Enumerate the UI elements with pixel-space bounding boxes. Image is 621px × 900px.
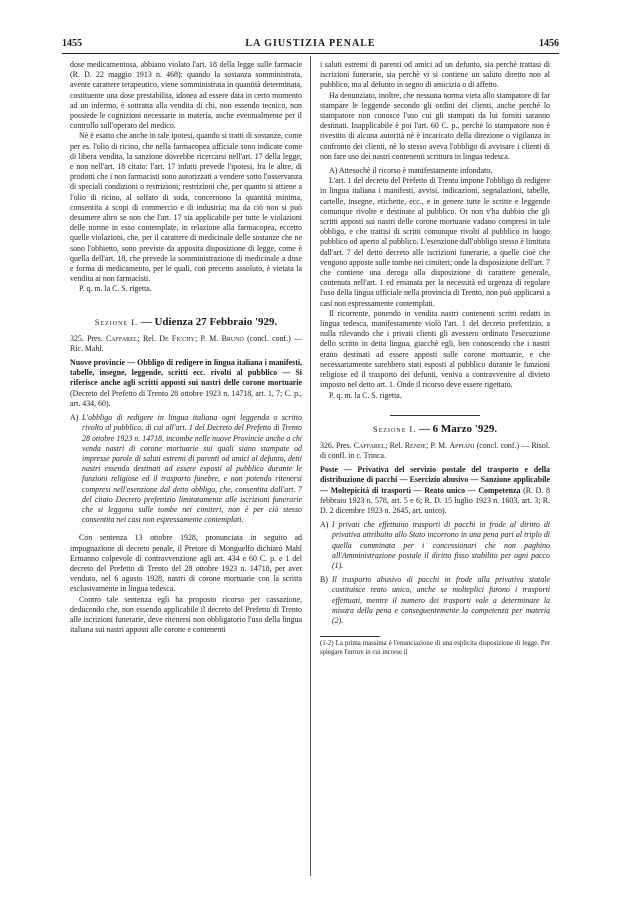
- paragraph: Il ricorrente, ponendo in vendita nastri contenenti scritti redatti in lingua tedesca, manifestamente violò l'art. 1 del decreto prefettizio, a nulla rilevando che i privati clienti gli avessero ordinato l'esecuzione dello scritto in detta lingua, giacchè egli, ben conoscendo che i nastri erano destinati ad essere apposti sulle corone mortuarie, e che necessariamente sarebbero stati esposti al pubblico durante le funzioni religiose ed il trasporto dei defunti, veniva a contravvenire al divieto imposto nel detto art. 1. Onde il ricorso deve essere rigettato.: [320, 308, 550, 390]
- case-rel-label: ; Rel.: [137, 333, 156, 343]
- paragraph: dose medicamentosa, abbiano violato l'art. 18 della legge sulle farmacie (R. D. 22 maggio 1913 n. 468): quando la sostanza somministrata, avente carattere terapeutico, viene somministrata in quantità determinata, costituente una dose prestabilita, idonea ad essere data in certo momento ad un infermo, è sottratta alla vendita di chi, non essendo tecnico, non possiede le cognizioni necessarie in materia, anche eventualmente per il controllo sull'operato del medico.: [70, 60, 302, 131]
- legal-maxim-a: [320, 520, 550, 571]
- maxim-text: Il trasporto abusivo di pacchi in frode alla privativa statale costituisce reato unico, anche se molteplici furono i trasporti effettuati, mentre il numero dei trasporti vale a determinare la misura della pena e conseguentemente la competenza per materia (2).: [332, 575, 550, 625]
- section-label: Sezione I.: [372, 423, 417, 434]
- left-column: [70, 60, 302, 635]
- maxim-text: L'obbligo di redigere in lingua italiana ogni leggenda o scritto rivolto al pubblico, di cui all'art. 1 del Decreto del Prefetto di Trento 28 ottobre 1923 n. 14718, incombe nelle nuove Provincie anche a chi venda nastri di corone mortuarie sui quali siano stampate od impresse parole di saluti estremi di parenti od amici al defunto, detti nastri essendo destinati ad essere esposti al pubblico durante le funzioni religiose ed il trasporto funebre, e non potendo ritenersi compresi nell'esenzione dal detto obbligo, che, consentita dall'art. 7 del citato Decreto prefettizio limitatamente alle iscrizioni funerarie che si leggono sulle tombe nei cimiteri, non è per ciò stesso consentita nei casi non espressamente contemplati.: [82, 413, 302, 525]
- header-rule: [62, 53, 559, 54]
- case-tail: (concl. conf.) — Ric. Mahl.: [70, 333, 302, 353]
- journal-title: LA GIUSTIZIA PENALE: [245, 38, 376, 49]
- hearing-date: — 6 Marzo '929.: [418, 422, 498, 435]
- case-summary: [70, 358, 302, 409]
- page-number-right: 1456: [539, 38, 559, 49]
- paragraph: A) Attesochè il ricorso è manifestamente infondato.: [329, 166, 493, 176]
- footnote: (1-2) La prima massima è l'enunciazione di una esplicita disposizione di legge. Per spiegare l'errore in cui incorse il: [320, 640, 550, 656]
- paragraph: i saluti estremi di parenti od amici ad un defunto, sia perchè trattasi di iscrizioni funerarie, sia perchè vi si contiene un saluto diretto non al pubblico, ma al defunto in segno di amicizia o di affetto.: [320, 60, 550, 90]
- case-pm-label: ; P. M.: [194, 333, 219, 343]
- rapporteur-name: Rende: [404, 440, 427, 450]
- hearing-date: — Udienza 27 Febbraio '929.: [140, 315, 278, 328]
- maxim-letter: B): [320, 575, 328, 585]
- case-header: [70, 334, 302, 354]
- case-number: 326. Pres.: [320, 440, 352, 450]
- case-header: [320, 441, 550, 461]
- maxim-text: I privati che effettuino trasporti di pacchi in frode al diritto di privativa attribuito allo Stato incorrono in una pena pari al triplo di quella comminata per i concessionari che non paghino all'Amministrazione postale il diritto fisso stabilito per ogni pacco (1).: [332, 520, 550, 570]
- ruling-paragraph: P. q. m. la C. S. rigetta.: [329, 390, 402, 400]
- paragraph: Con sentenza 13 ottobre 1928, pronunciata in seguito ad impugnazione di decreto penale, il Pretore di Monguelfo dichiarò Mahl Ermanno colpevole di contravvenzione agli art. 434 e 60 C. p. e 1 del decreto del Prefetto di Trento del 28 ottobre 1923 n. 14718, per aver venduto, nel 6 agosto 1928, nastri di corone mortuarie con la scritta esclusivamente in lingua tedesca.: [70, 533, 302, 594]
- footnote-rule: [320, 636, 380, 637]
- maxim-letter: A): [70, 413, 79, 423]
- legal-maxim: [70, 413, 302, 525]
- page-number-left: 1455: [62, 38, 82, 49]
- president-name: Caffarel: [353, 440, 386, 450]
- section-heading: [320, 422, 550, 437]
- prosecutor-name: Bruno: [221, 333, 244, 343]
- section-rule: [390, 415, 480, 416]
- case-tail: (concl. conf.) — Risol. di confl. in c. Trinca.: [320, 440, 550, 460]
- summary-citation: (Decreto del Prefetto di Trento 28 ottobre 1923 n. 14718, art. 1, 7; C. p., art. 434, 60).: [70, 388, 302, 408]
- case-pm-label: ; P. M.: [426, 440, 448, 450]
- case-number: 325. Pres.: [70, 333, 103, 343]
- section-heading: [70, 315, 302, 330]
- rapporteur-name: De Ficchy: [159, 333, 195, 343]
- paragraph: Ha denunziato, inoltre, che nessuna norma vieta allo stampatore di far stampare le leggende secondo gli ordini dei clienti, anche perchè lo stampatore non conosce l'uso cui gli stampati da lui forniti saranno destinati. Inapplicabile è poi l'art. 60 C. p., perchè lo stampatore non è rivestito di alcuna autorità nè è incaricato della direzione o vigilanza in confronto dei clienti, nè lo stesso aveva l'obbligo di avvisare i clienti di non fare uso dei nastri contenenti scrittura in lingua tedesca.: [320, 90, 550, 161]
- summary-lead: Poste — Privativa del servizio postale del trasporto e della distribuzione di pacchi — Esercizio abusivo — Sanzione applicabile — Moltepicità di trasporti — Reato unico — Competenza: [320, 465, 550, 495]
- case-summary: [320, 465, 550, 516]
- paragraph: L'art. 1 del decreto del Prefetto di Trento impone l'obbligo di redigere in lingua italiana i manifesti, avvisi, indicazioni, segnalazioni, tabelle, cartelle, insegne, etichette, ecc., e in genere tutte le scritte e leggende comunque rivolte e destinate al pubblico. Or non v'ha dubbio che gli scritti apposti sui nastri delle corone mortuarie vadano compresi in tale obbligo, e che trattisi di scritti comunque rivolti al pubblico in luogo pubblico od aperto al pubblico. L'esenzione dall'obbligo stesso è limitata dall'art. 7 del detto decreto alle iscrizioni funerarie, a quelle cioè che vengono apposte sulle tombe nei cimiteri; onde la disposizione dell'art. 7 che contiene una deroga alla disposizione di carattere generale, contenuta nell'art. 1 ed emanata per la necessità ed urgenza di regolare l'uso della lingua ufficiale nella provincia di Trento, non può applicarsi a casi non espressamente contemplati.: [320, 176, 550, 308]
- ruling-paragraph: P. q. m. la C. S. rigetta.: [79, 284, 152, 294]
- case-rel-label: ; Rel.: [385, 440, 403, 450]
- paragraph: Contro tale sentenza egli ha proposto ricorso per cassazione, deducendo che, non essendo applicabile il decreto del Prefetto di Trento alle iscrizioni funerarie, deve ritenersi non obbligatorio l'uso della lingua italiana sui nastri apposti alle corone e contenenti: [70, 594, 302, 635]
- prosecutor-name: Appiani: [449, 440, 475, 450]
- paragraph: Nè è esatto che anche in tale ipotesi, quando si tratti di sostanze, come per es. l'olio di ricino, che nella farmacopea ufficiale sono indicate come di libera vendita, la sanzione dovrebbe ricercarsi nell'art. 17 della legge, e non nell'art. 18 citato: l'art. 17 infatti prevede l'ipotesi, fra le altre, di prodotti che i non farmacisti sono autorizzati a vendere sotto l'osservanza di speciali condizioni o restrizioni; restrizioni che, per quanto si attiene a l'olio di ricino, al solfato di soda, concernono la quantità minima, consentita a scopi di commercio e di industria; ma da ciò non si può desumere altro se non che l'art. 17 sia applicabile per tutte le violazioni delle norme in esso contemplate, in relazione alla farmacopea, eccetto quelle violazioni, che, per il carattere di medicinale delle sostanze che ne sono l'obbietto, sono previste da apposita disposizione di legge, come è quella dell'art. 18, che prevede la somministrazione di medicinale a dose e forma di medicamento, per le quali, con precetto assoluto, è vietata la vendita ai non farmacisti.: [70, 131, 302, 284]
- legal-maxim-b: [320, 575, 550, 626]
- right-column: [320, 60, 550, 658]
- summary-lead: Nuove provincie — Obbligo di redigere in lingua italiana i manifesti, tabelle, insegne, leggende, scritti ecc. rivolti al pubblico — Si riferisce anche agli scritti apposti sui nastri delle corone mortuarie: [70, 358, 302, 388]
- section-label: Sezione I.: [94, 316, 139, 327]
- running-header: [62, 38, 559, 52]
- summary-citation: (R. D. 8 febbraio 1923 n. 578, art. 5 e 6; R. D. 15 luglio 1923 n. 1603, art. 3; R. D. 2 dicembre 1923 n. 2645, art. unico).: [320, 485, 550, 515]
- column-divider: [310, 56, 311, 876]
- maxim-letter: A): [320, 520, 329, 530]
- president-name: Caffarel: [106, 333, 138, 343]
